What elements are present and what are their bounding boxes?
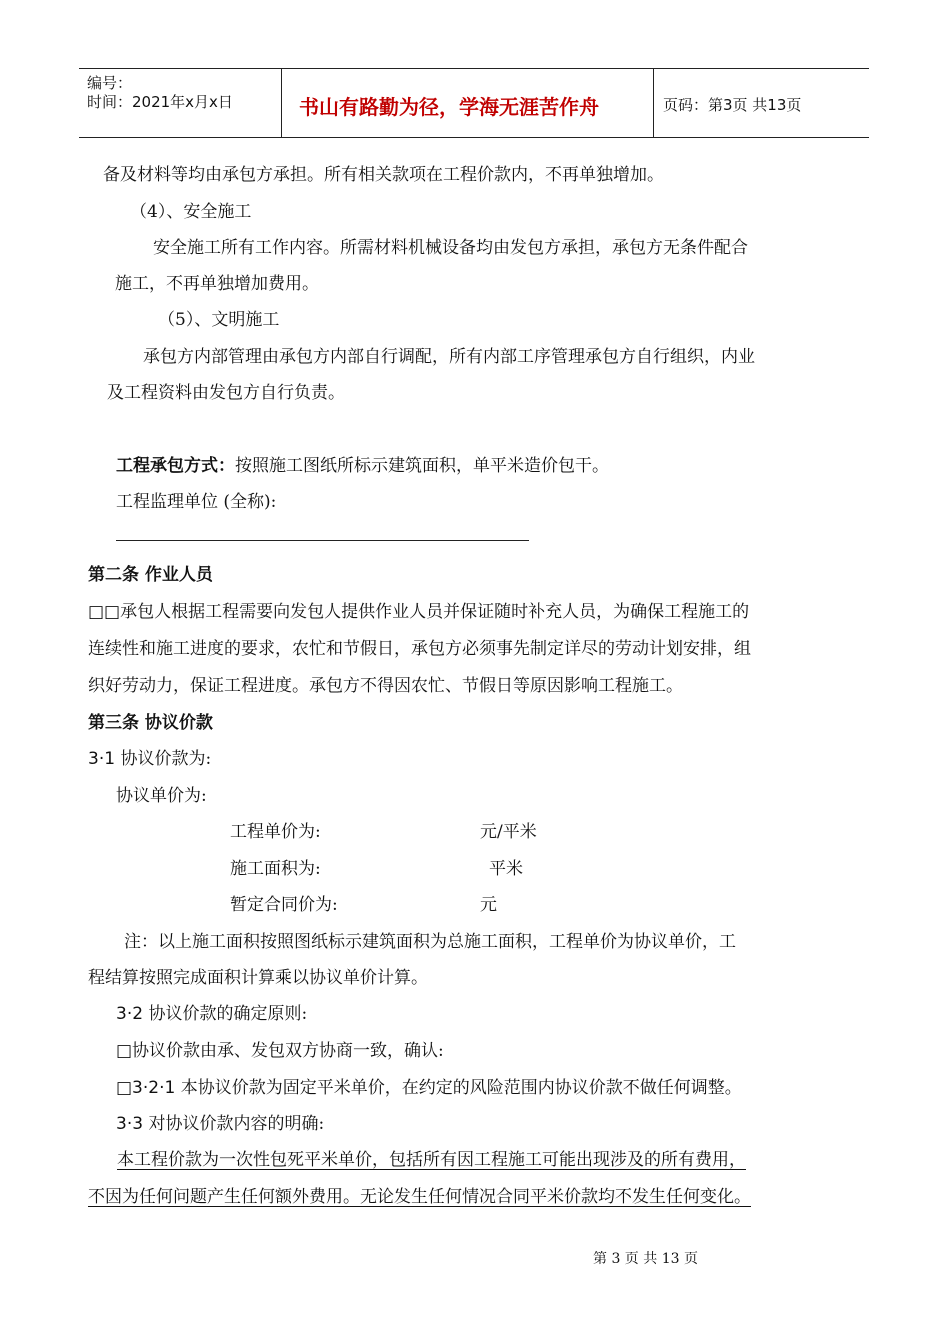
clause-text: 对协议价款内容的明确: (143, 1114, 325, 1134)
note-line: 程结算按照完成面积计算乘以协议单价计算。 (88, 968, 428, 988)
clause-number: 3·2 (116, 1004, 144, 1024)
contract-price-value: 元 (480, 895, 497, 915)
para-line: 安全施工所有工作内容。所需材料机械设备均由发包方承担，承包方无条件配合 (153, 238, 748, 258)
clause-number: 3·1 (88, 749, 116, 769)
para-line: 及工程资料由发包方自行负责。 (107, 383, 345, 403)
underlined-line: 不因为任何问题产生任何额外费用。无论发生任何情况合同平米价款均不发生任何变化。 (88, 1187, 751, 1207)
contract-price-label: 暂定合同价为: (230, 895, 338, 915)
article-3-title: 第三条 协议价款 (88, 713, 213, 733)
clause-3-3 (116, 1109, 324, 1134)
contract-mode-text: 按照施工图纸所标示建筑面积，单平米造价包干。 (235, 456, 609, 476)
header-table (79, 68, 869, 138)
header-mid-cell (281, 69, 654, 137)
supervisor-blank-line (116, 540, 529, 541)
unit-price-label: 工程单价为: (230, 822, 321, 842)
clause-text: 本协议价款为固定平米单价，在约定的风险范围内协议价款不做任何调整。 (175, 1078, 742, 1098)
clause-text: 协议价款的确定原则: (143, 1004, 308, 1024)
article-2-title: 第二条 作业人员 (88, 565, 213, 585)
clause-3-2-1 (116, 1073, 742, 1098)
note-line: 注：以上施工面积按照图纸标示建筑面积为总施工面积，工程单价为协议单价，工 (124, 932, 736, 952)
header-page-label: 页码：第3页 共13页 (663, 96, 802, 114)
contract-mode (116, 451, 609, 476)
para-line: 备及材料等均由承包方承担。所有相关款项在工程价款内，不再单独增加。 (103, 165, 664, 185)
clause-3-2-a: □协议价款由承、发包双方协商一致，确认: (116, 1041, 444, 1061)
unit-price-value: 元/平米 (480, 822, 537, 842)
page-footer: 第 3 页 共 13 页 (593, 1251, 698, 1267)
para-line: 施工，不再单独增加费用。 (115, 274, 319, 294)
para-line: 织好劳动力，保证工程进度。承包方不得因农忙、节假日等原因影响工程施工。 (88, 676, 683, 696)
clause-text: 协议价款为: (115, 749, 212, 769)
section-heading: （4）、安全施工 (130, 202, 252, 222)
header-right-cell (653, 69, 869, 137)
clause-3-1 (88, 744, 211, 769)
area-value: 平米 (489, 859, 523, 879)
header-left-cell (79, 69, 282, 137)
section-heading: （5）、文明施工 (158, 310, 280, 330)
area-label: 施工面积为: (230, 859, 321, 879)
clause-number: 3·3 (116, 1114, 144, 1134)
contract-mode-label: 工程承包方式： (116, 456, 235, 476)
header-motto: 书山有路勤为径，学海无涯苦作舟 (299, 95, 599, 119)
para-line: 承包方内部管理由承包方内部自行调配，所有内部工序管理承包方自行组织，内业 (143, 347, 755, 367)
supervisor-label: 工程监理单位 (全称): (116, 492, 277, 512)
clause-3-2 (116, 999, 307, 1024)
para-line: 连续性和施工进度的要求，农忙和节假日，承包方必须事先制定详尽的劳动计划安排，组 (88, 639, 751, 659)
underlined-line: 本工程价款为一次性包死平米单价，包括所有因工程施工可能出现涉及的所有费用， (117, 1150, 746, 1170)
unit-price-title: 协议单价为: (116, 786, 207, 806)
para-line: □□承包人根据工程需要向发包人提供作业人员并保证随时补充人员，为确保工程施工的 (88, 602, 750, 622)
doc-date-label: 时间：2021年x月x日 (87, 93, 233, 111)
doc-number-label: 编号： (87, 74, 133, 92)
clause-number: □3·2·1 (116, 1078, 176, 1098)
